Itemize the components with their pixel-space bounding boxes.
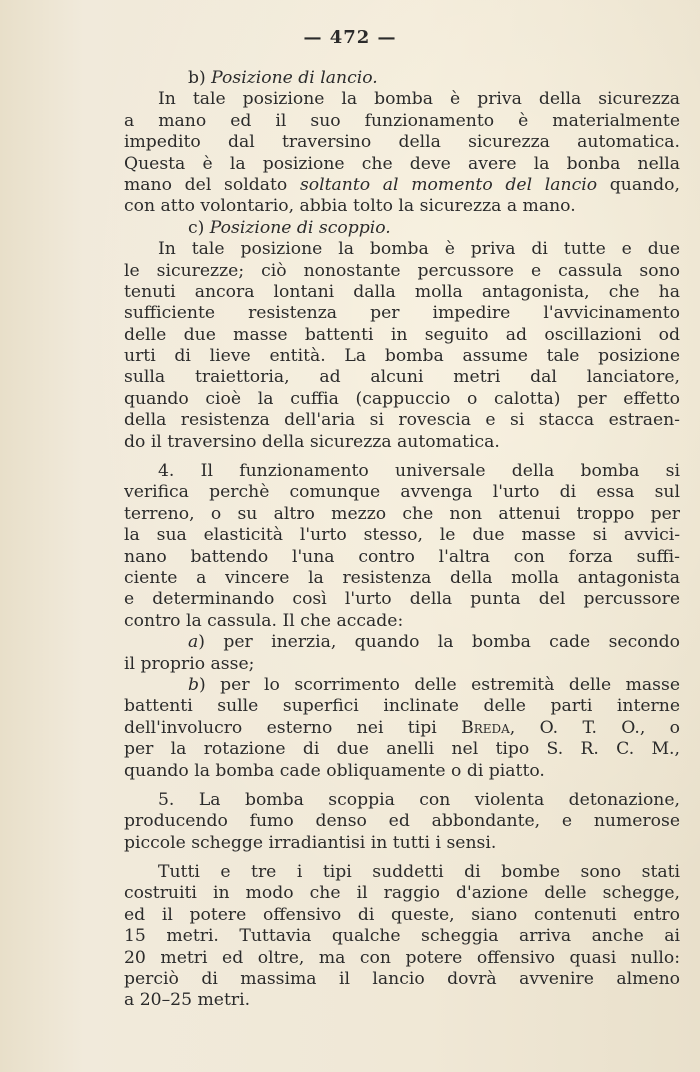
line-text: ciente a vincere la resistenza della molla antagonista <box>124 567 680 588</box>
text-line <box>124 761 680 782</box>
text-line <box>124 718 680 739</box>
line-tail-text: ) per lo scorrimento delle estremità delle masse <box>199 674 680 695</box>
text-line <box>124 654 680 675</box>
line-text: con atto volontario, abbia tolto la sicurezza a mano. <box>124 196 576 217</box>
text-line <box>124 926 680 947</box>
text-line <box>124 675 680 696</box>
italic-text: Posizione di scoppio. <box>209 217 391 238</box>
text-line <box>124 432 680 453</box>
text-line <box>124 948 680 969</box>
paragraph-gap <box>124 782 680 790</box>
text-line <box>124 325 680 346</box>
line-text: costruiti in modo che il raggio d'azione delle schegge, <box>124 883 680 904</box>
italic-text: soltanto al momento del lancio <box>299 174 598 195</box>
line-text: la sua elasticità l'urto stesso, le due masse si avvici- <box>124 525 680 546</box>
text-line <box>124 547 680 568</box>
line-text: contro la cassula. Il che accade: <box>124 610 404 631</box>
line-text: perciò di massima il lancio dovrà avvenire almeno <box>124 969 680 990</box>
text-line <box>124 504 680 525</box>
text-line <box>124 346 680 367</box>
line-text: 5. La bomba scoppia con violenta detonazione, <box>158 789 680 810</box>
line-text: battenti sulle superfici inclinate delle parti interne <box>124 696 680 717</box>
line-text: Tutti e tre i tipi suddetti di bombe sono stati <box>158 862 680 883</box>
text-line <box>124 196 680 217</box>
line-tail-text: , O. T. O., o <box>509 717 680 738</box>
text-line <box>124 696 680 717</box>
body-text <box>124 68 680 1012</box>
italic-text: b <box>188 674 200 695</box>
line-text: producendo fumo denso ed abbondante, e numerose <box>124 811 680 832</box>
line-text: sufficiente resistenza per impedire l'avvicinamento <box>124 303 680 324</box>
text-line <box>124 611 680 632</box>
line-text: le sicurezze; ciò nonostante percussore e cassula sono <box>124 260 680 281</box>
text-line <box>124 525 680 546</box>
line-text: tenuti ancora lontani dalla molla antagonista, che ha <box>124 281 680 302</box>
line-text: Questa è la posizione che deve avere la bonba nella <box>124 153 680 174</box>
line-text: il proprio asse; <box>124 653 255 674</box>
line-text: 20 metri ed oltre, ma con potere offensivo quasi nullo: <box>124 947 680 968</box>
text-line <box>124 811 680 832</box>
text-line <box>124 482 680 503</box>
line-text: b) <box>188 68 212 88</box>
line-text: In tale posizione la bomba è priva di tutte e due <box>158 239 680 260</box>
text-line <box>124 175 680 196</box>
line-text: nano battendo l'una contro l'altra con forza suffi- <box>124 546 680 567</box>
text-line <box>124 410 680 431</box>
line-text: dell'involucro esterno nei tipi <box>124 717 462 738</box>
text-line <box>124 632 680 653</box>
text-line <box>124 261 680 282</box>
section-heading <box>124 218 680 239</box>
paragraph-gap <box>124 453 680 461</box>
text-line <box>124 461 680 482</box>
italic-text: Posizione di lancio. <box>211 68 378 88</box>
line-text: della resistenza dell'aria si rovescia e si stacca estraen- <box>124 410 680 431</box>
line-text: mano del soldato <box>124 174 300 195</box>
line-text: terreno, o su altro mezzo che non attenui troppo per <box>124 503 680 524</box>
line-text: quando la bomba cade obliquamente o di piatto. <box>124 760 545 781</box>
line-text: 15 metri. Tuttavia qualche scheggia arriva anche ai <box>124 926 680 947</box>
text-line <box>124 589 680 610</box>
text-line <box>124 389 680 410</box>
text-line <box>124 790 680 811</box>
text-line <box>124 154 680 175</box>
text-line <box>124 833 680 854</box>
section-heading <box>124 68 680 89</box>
text-line <box>124 132 680 153</box>
text-line <box>124 739 680 760</box>
line-text: verifica perchè comunque avvenga l'urto di essa sul <box>124 482 680 503</box>
text-line <box>124 89 680 110</box>
line-text: do il traversino della sicurezza automatica. <box>124 431 500 452</box>
line-tail-text: ) per inerzia, quando la bomba cade secondo <box>198 632 680 653</box>
paragraph-gap <box>124 854 680 862</box>
text-line <box>124 239 680 260</box>
line-text: e determinando così l'urto della punta del percussore <box>124 589 680 610</box>
text-line <box>124 862 680 883</box>
text-line <box>124 905 680 926</box>
line-text: sulla traiettoria, ad alcuni metri dal lanciatore, <box>124 367 680 388</box>
line-text: piccole schegge irradiantisi in tutti i sensi. <box>124 832 497 853</box>
text-line <box>124 568 680 589</box>
line-text: a mano ed il suo funzionamento è materialmente <box>124 110 680 131</box>
line-text: per la rotazione di due anelli nel tipo S. R. C. M., <box>124 739 680 760</box>
page-number: — 472 — <box>303 27 397 48</box>
text-line <box>124 990 680 1011</box>
italic-text: a <box>188 632 199 653</box>
text-line <box>124 883 680 904</box>
text-line <box>124 282 680 303</box>
line-text: quando cioè la cuffia (cappuccio o calotta) per effetto <box>124 388 680 409</box>
text-line <box>124 111 680 132</box>
line-text: c) <box>188 217 210 238</box>
line-text: 4. Il funzionamento universale della bomba si <box>158 461 680 482</box>
text-line <box>124 969 680 990</box>
line-text: urti di lieve entità. La bomba assume tale posizione <box>124 346 680 367</box>
line-text: In tale posizione la bomba è priva della sicurezza <box>158 89 680 110</box>
line-text: delle due masse battenti in seguito ad oscillazioni od <box>124 324 680 345</box>
line-text: ed il potere offensivo di queste, siano contenuti entro <box>124 904 680 925</box>
line-text: impedito dal traversino della sicurezza automatica. <box>124 132 680 153</box>
line-tail-text: quando, <box>597 174 680 195</box>
text-line <box>124 367 680 388</box>
text-line <box>124 303 680 324</box>
small-caps-text: Breda <box>461 717 510 738</box>
line-text: a 20–25 metri. <box>124 990 251 1011</box>
